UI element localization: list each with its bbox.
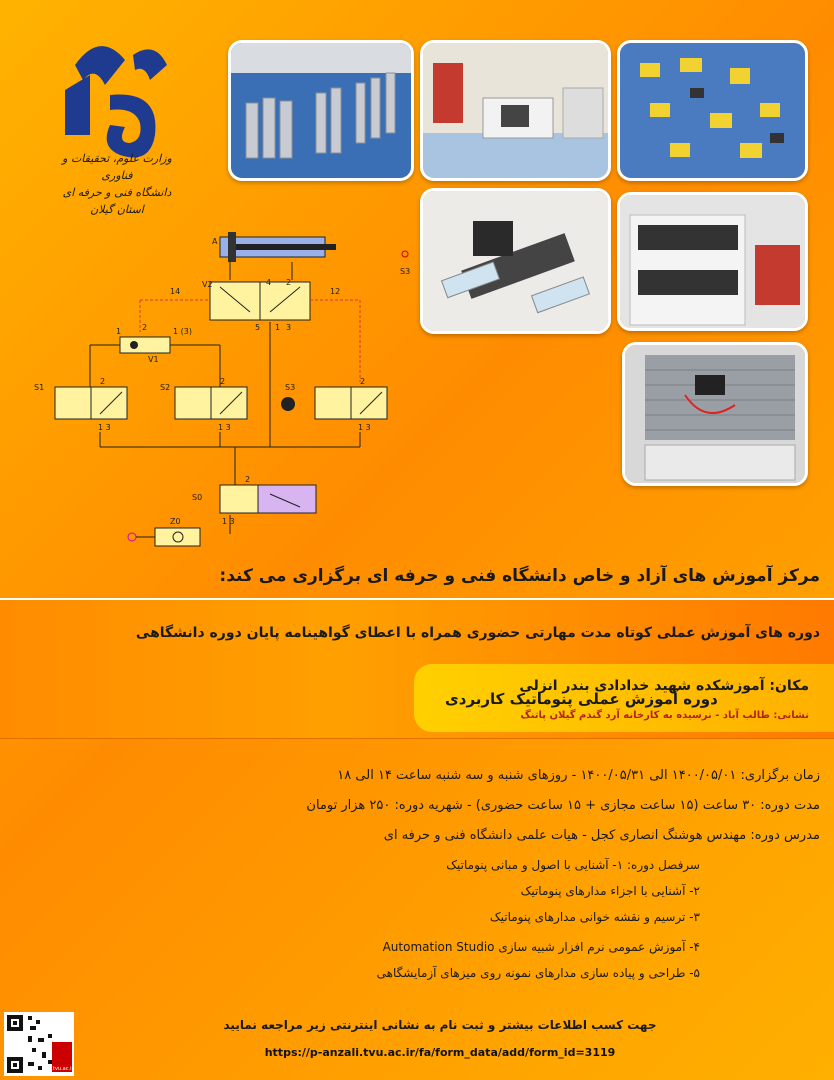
syllabus-item-2: ۲- آشنایی با اجزاء مدارهای پنوماتیک [520,884,700,898]
label-2d: 2 [220,377,226,386]
label-4: 4 [266,278,272,287]
label-2f: 2 [245,475,251,484]
syllabus-software-name: Automation Studio [382,940,495,954]
label-13e: 1 3 [222,517,235,526]
label-2e: 2 [360,377,366,386]
label-s1: S1 [34,383,45,392]
label-s0: S0 [192,493,203,502]
label-5: 5 [255,323,261,332]
syllabus-item-4 [200,940,700,954]
photo-valve-unit [420,188,611,334]
logo-org-text [62,150,172,218]
photo-components [617,40,808,181]
label-s3: S3 [285,383,296,392]
syllabus-item-3: ۳- ترسیم و نقشه خوانی مدارهای پنوماتیک [489,910,700,924]
label-s2: S2 [160,383,171,392]
qr-code[interactable] [4,1012,74,1076]
label-2b: 2 [142,323,148,332]
syllabus-item-5: ۵- طراحی و پیاده سازی مدارهای نمونه روی میزهای آزمایشگاهی [376,966,700,980]
label-12: 12 [330,287,341,296]
label-1a: 1 [275,323,281,332]
location-text: مکان: آموزشکده شهید خدادادی بندر انزلی [519,678,809,694]
label-13b: 1 3 [98,423,111,432]
headline: مرکز آموزش های آزاد و خاص دانشگاه فنی و حرفه ای برگزاری می کند: [219,566,820,586]
label-v1: V1 [148,355,159,364]
photo-training-bench [622,342,808,486]
address-text: نشانی: طالب آباد - نرسیده به کارخانه آرد گندم گیلان پاتنگ [520,710,809,721]
label-2c: 2 [100,377,106,386]
label-1b: 1 [116,327,122,336]
logo-line: وزارت علوم، تحقیقات و فناوری [62,152,172,182]
label-2a: 2 [286,278,292,287]
label-13c: 1 3 [218,423,231,432]
course-subtitle: دوره های آموزش عملی کوتاه مدت مهارتی حضوری همراه با اعطای گواهینامه پایان دوره دانشگاهی [135,625,820,641]
logo-line: دانشگاه فنی و حرفه ای [62,186,172,199]
photo-lab-room [420,40,611,181]
label-a: A [212,237,218,246]
qr-caption: tvu.ac.ir [53,1066,74,1072]
photo-cylinders [228,40,414,181]
label-13d: 1 3 [358,423,371,432]
instructor-text: مدرس دوره: مهندس هوشنگ انصاری کجل - هیات علمی دانشگاه فنی و حرفه ای [383,828,820,843]
course-title: دوره آموزش عملی پنوماتیک کاربردی [445,690,718,708]
duration-text: مدت دوره: ۳۰ ساعت (۱۵ ساعت مجازی + ۱۵ ساعت حضوری) - شهریه دوره: ۲۵۰ هزار تومان [306,798,820,813]
logo-line: استان گیلان [90,203,144,216]
label-v2: V2 [202,280,213,289]
schedule-text: زمان برگزاری: ۱۴۰۰/۰۵/۰۱ الی ۱۴۰۰/۰۵/۳۱ - روزهای شنبه و سه شنبه ساعت ۱۴ الی ۱۸ [337,768,820,783]
syllabus-item-1: سرفصل دوره: ۱- آشنایی با اصول و مبانی پنوماتیک [446,858,700,872]
syllabus-item-4-text: ۴- آموزش عمومی نرم افزار شبیه سازی [498,940,700,954]
label-13: 1 (3) [173,327,192,336]
label-3a: 3 [286,323,292,332]
registration-link[interactable]: https://p-anzali.tvu.ac.ir/fa/form_data/add/form_id=3119 [264,1046,616,1059]
pneumatic-schematic [30,232,430,562]
label-z0: Z0 [170,517,181,526]
photo-drawers [617,192,808,331]
label-14: 14 [170,287,181,296]
label-s3b: S3 [400,267,411,276]
registration-cta: جهت کسب اطلاعات بیشتر و ثبت نام به نشانی اینترنتی زیر مراجعه نمایید [223,1018,657,1032]
